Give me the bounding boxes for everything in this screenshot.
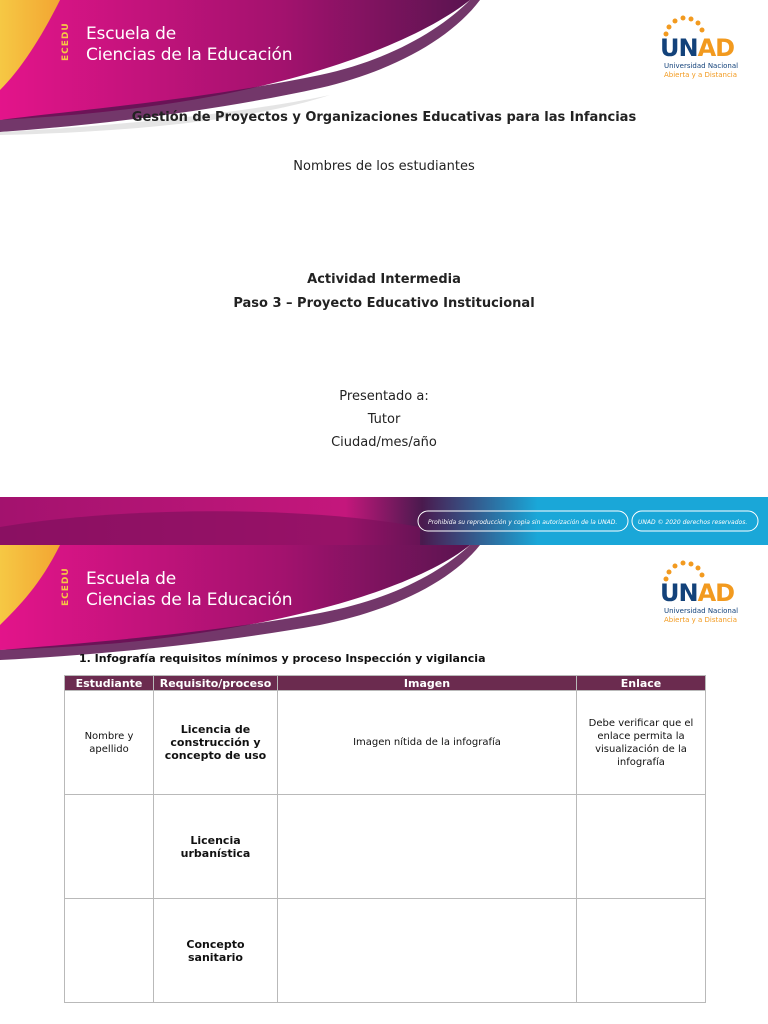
- presented-to: Presentado a:: [339, 389, 429, 404]
- cell-requirement: Licencia de construcción y concepto de uso: [154, 691, 278, 795]
- section-title: 1. Infografía requisitos mínimos y proceso Inspección y vigilancia: [79, 652, 486, 665]
- cell-image[interactable]: [278, 795, 577, 899]
- school-name-line2: Ciencias de la Educación: [86, 590, 293, 610]
- cell-link[interactable]: [577, 899, 706, 1003]
- cell-image[interactable]: [278, 899, 577, 1003]
- cell-student[interactable]: Nombre y apellido: [65, 691, 154, 795]
- unad-logo-2: [660, 559, 746, 629]
- school-name-line1: Escuela de: [86, 569, 176, 589]
- cell-link[interactable]: Debe verificar que el enlace permita la visualización de la infografía: [577, 691, 706, 795]
- logo-subtitle-2: Abierta y a Distancia: [664, 616, 738, 624]
- students-names: Nombres de los estudiantes: [293, 159, 475, 174]
- logo-wordmark: UNAD: [660, 34, 735, 62]
- header-requirement: Requisito/proceso: [154, 676, 278, 691]
- table-row: [65, 795, 706, 899]
- school-name-2: [86, 569, 292, 611]
- activity-title: Actividad Intermedia: [307, 272, 461, 287]
- school-name-line1: Escuela de: [86, 24, 176, 44]
- table-row: [65, 899, 706, 1003]
- footer-notice: Prohibida su reproducción y copia sin autorización de la UNAD.: [428, 519, 618, 526]
- tutor-name: Tutor: [367, 412, 401, 427]
- header-image: Imagen: [278, 676, 577, 691]
- cell-link[interactable]: [577, 795, 706, 899]
- course-title: Gestión de Proyectos y Organizaciones Educativas para las Infancias: [131, 110, 637, 125]
- header-link: Enlace: [577, 676, 706, 691]
- cell-requirement: Concepto sanitario: [154, 899, 278, 1003]
- ecedu-label: ECEDU: [61, 22, 71, 62]
- logo-subtitle-2: Abierta y a Distancia: [664, 71, 738, 79]
- cell-requirement: Licencia urbanística: [154, 795, 278, 899]
- cell-image[interactable]: Imagen nítida de la infografía: [278, 691, 577, 795]
- logo-wordmark: UNAD: [660, 579, 735, 607]
- table-header-row: [65, 676, 706, 691]
- content-page: [0, 545, 768, 1024]
- step-title: Paso 3 – Proyecto Educativo Institucional: [233, 296, 535, 311]
- school-name-line2: Ciencias de la Educación: [86, 45, 293, 65]
- logo-subtitle-1: Universidad Nacional: [664, 62, 739, 70]
- requirements-table: [64, 675, 706, 1003]
- header-student: Estudiante: [65, 676, 154, 691]
- footer-rights: UNAD © 2020 derechos reservados.: [638, 519, 748, 526]
- unad-logo: [660, 14, 746, 84]
- ecedu-label-2: ECEDU: [61, 567, 71, 607]
- cell-student[interactable]: [65, 795, 154, 899]
- cell-student[interactable]: [65, 899, 154, 1003]
- logo-subtitle-1: Universidad Nacional: [664, 607, 739, 615]
- table-row: [65, 691, 706, 795]
- city-date: Ciudad/mes/año: [331, 435, 437, 450]
- school-name: [86, 24, 292, 66]
